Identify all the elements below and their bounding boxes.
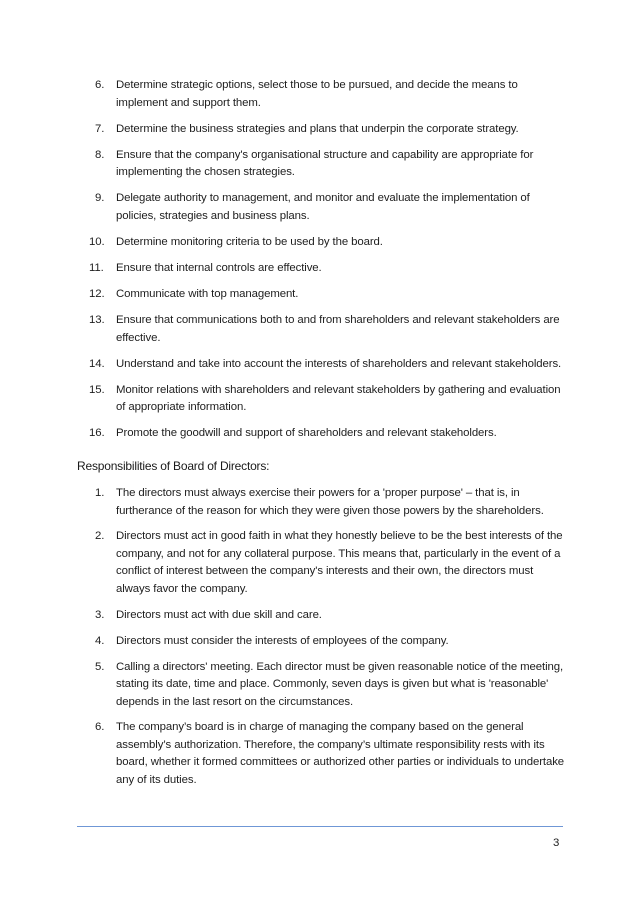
page-number: 3 xyxy=(553,837,560,849)
list-text: Calling a directors' meeting. Each director must be given reasonable notice of the meeting, stating its date, time and place. Commonly, seven days is given but what is 'reasonable' depends in the last resort on the circumstances. xyxy=(116,660,564,708)
list-item xyxy=(89,286,565,304)
list-number: 1. xyxy=(95,487,105,499)
list-number: 15. xyxy=(89,383,105,396)
list-number: 12. xyxy=(89,288,105,301)
list-text: Directors must act in good faith in what they honestly believe to be the best interests of the company, and not for any collateral purpose. This means that, particularly in the event of a conflict of interest between the company's interests and their own, the directors must always favor the company. xyxy=(116,530,563,595)
list-text: Ensure that the company's organisational structure and capability are appropriate for implementing the chosen strategies. xyxy=(116,148,534,179)
list-number: 13. xyxy=(89,314,105,327)
list-number: 14. xyxy=(89,357,105,370)
list-text: Directors must act with due skill and care. xyxy=(116,608,322,621)
list-text: Monitor relations with shareholders and relevant stakeholders by gathering and evaluation of appropriate information. xyxy=(116,383,561,414)
list-item xyxy=(89,382,565,417)
list-number: 6. xyxy=(95,79,105,91)
list-text: Determine the business strategies and plans that underpin the corporate strategy. xyxy=(116,122,519,135)
list-text: The directors must always exercise their powers for a 'proper purpose' – that is, in furtherance of the reason for which they were given those powers by the shareholders. xyxy=(116,487,544,517)
list-text: Understand and take into account the interests of shareholders and relevant stakeholders. xyxy=(116,357,562,370)
list-item xyxy=(95,633,565,651)
list-text: Directors must consider the interests of employees of the company. xyxy=(116,634,449,647)
list-item xyxy=(95,77,565,112)
list-item xyxy=(95,485,565,520)
list-text: The company’s board is in charge of managing the company based on the general assembly’s authorization. Therefore, the company’s ultimate responsibility rests with its board, whether it formed committees or authorized other parties or individuals to undertake any of its duties. xyxy=(116,721,565,786)
list-number: 9. xyxy=(95,192,105,205)
list-number: 7. xyxy=(95,122,105,135)
list-item xyxy=(95,147,565,182)
list-text: Determine strategic options, select those to be pursued, and decide the means to implement and support them. xyxy=(116,79,518,109)
responsibilities-list xyxy=(95,485,565,798)
list-item xyxy=(89,312,565,347)
strategy-list xyxy=(89,77,565,452)
list-number: 16. xyxy=(89,427,105,440)
list-item xyxy=(89,356,565,374)
list-text: Ensure that internal controls are effective. xyxy=(116,261,322,274)
footer-divider xyxy=(77,826,563,827)
list-item xyxy=(95,121,565,139)
list-text: Delegate authority to management, and monitor and evaluate the implementation of policies, strategies and business plans. xyxy=(116,192,530,222)
list-item xyxy=(89,234,565,252)
list-number: 6. xyxy=(95,721,105,734)
list-item xyxy=(89,425,565,443)
list-number: 8. xyxy=(95,148,105,161)
list-number: 4. xyxy=(95,634,105,647)
list-item xyxy=(95,528,565,598)
list-number: 2. xyxy=(95,530,105,543)
list-text: Ensure that communications both to and from shareholders and relevant stakeholders are effective. xyxy=(116,314,560,344)
list-text: Determine monitoring criteria to be used by the board. xyxy=(116,235,383,248)
list-number: 11. xyxy=(89,261,104,274)
list-text: Communicate with top management. xyxy=(116,288,299,301)
list-item xyxy=(89,260,565,278)
list-number: 5. xyxy=(95,660,105,673)
list-item xyxy=(95,719,565,789)
list-item xyxy=(95,607,565,625)
list-item xyxy=(95,190,565,225)
list-item xyxy=(95,659,565,712)
list-text: Promote the goodwill and support of shareholders and relevant stakeholders. xyxy=(116,427,497,440)
section-heading: Responsibilities of Board of Directors: xyxy=(77,459,270,473)
list-number: 3. xyxy=(95,608,105,621)
list-number: 10. xyxy=(89,235,105,248)
